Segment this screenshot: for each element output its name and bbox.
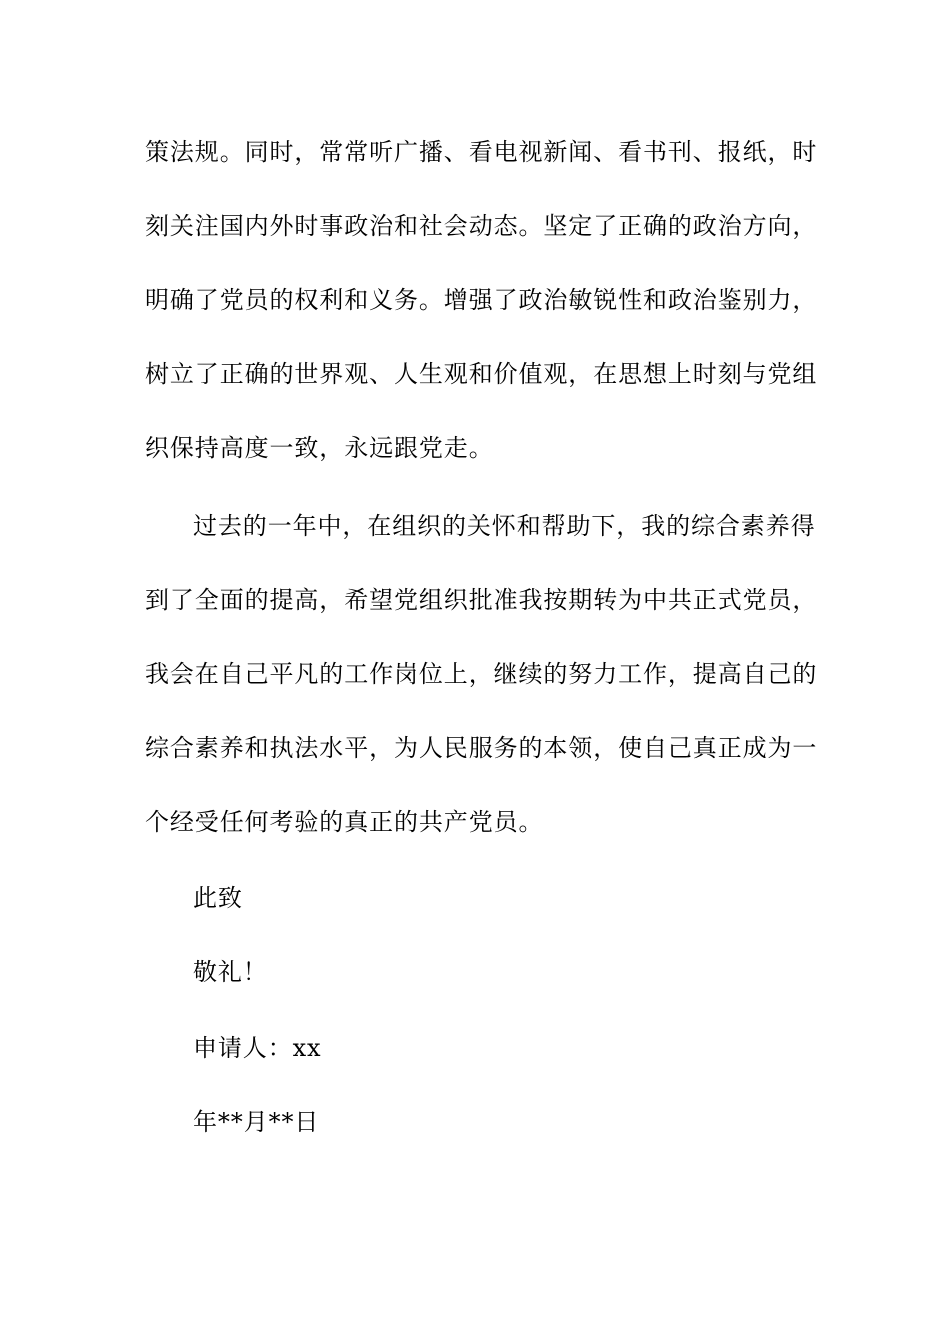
closing-salute: 敬礼！	[193, 958, 268, 986]
paragraph-2-line-5: 个经受任何考验的真正的共产党员。	[145, 808, 544, 836]
paragraph-2-line-4: 综合素养和执法水平，为人民服务的本领，使自己真正成为一	[145, 734, 818, 762]
applicant-signature: 申请人：xx	[193, 1034, 322, 1062]
paragraph-1-line-4: 树立了正确的世界观、人生观和价值观，在思想上时刻与党组	[145, 360, 818, 388]
paragraph-1-line-1: 策法规。同时，常常听广播、看电视新闻、看书刊、报纸，时	[145, 138, 818, 166]
paragraph-1-line-2: 刻关注国内外时事政治和社会动态。坚定了正确的政治方向，	[145, 212, 818, 240]
closing-greeting: 此致	[193, 884, 243, 912]
paragraph-2-line-2: 到了全面的提高，希望党组织批准我按期转为中共正式党员，	[145, 586, 818, 614]
paragraph-2-line-1: 过去的一年中，在组织的关怀和帮助下，我的综合素养得	[193, 512, 816, 540]
paragraph-1-line-3: 明确了党员的权利和义务。增强了政治敏锐性和政治鉴别力，	[145, 286, 818, 314]
paragraph-2-line-3: 我会在自己平凡的工作岗位上，继续的努力工作，提高自己的	[145, 660, 818, 688]
paragraph-1-line-5: 织保持高度一致，永远跟党走。	[145, 434, 494, 462]
application-date: 年**月**日	[193, 1108, 320, 1136]
